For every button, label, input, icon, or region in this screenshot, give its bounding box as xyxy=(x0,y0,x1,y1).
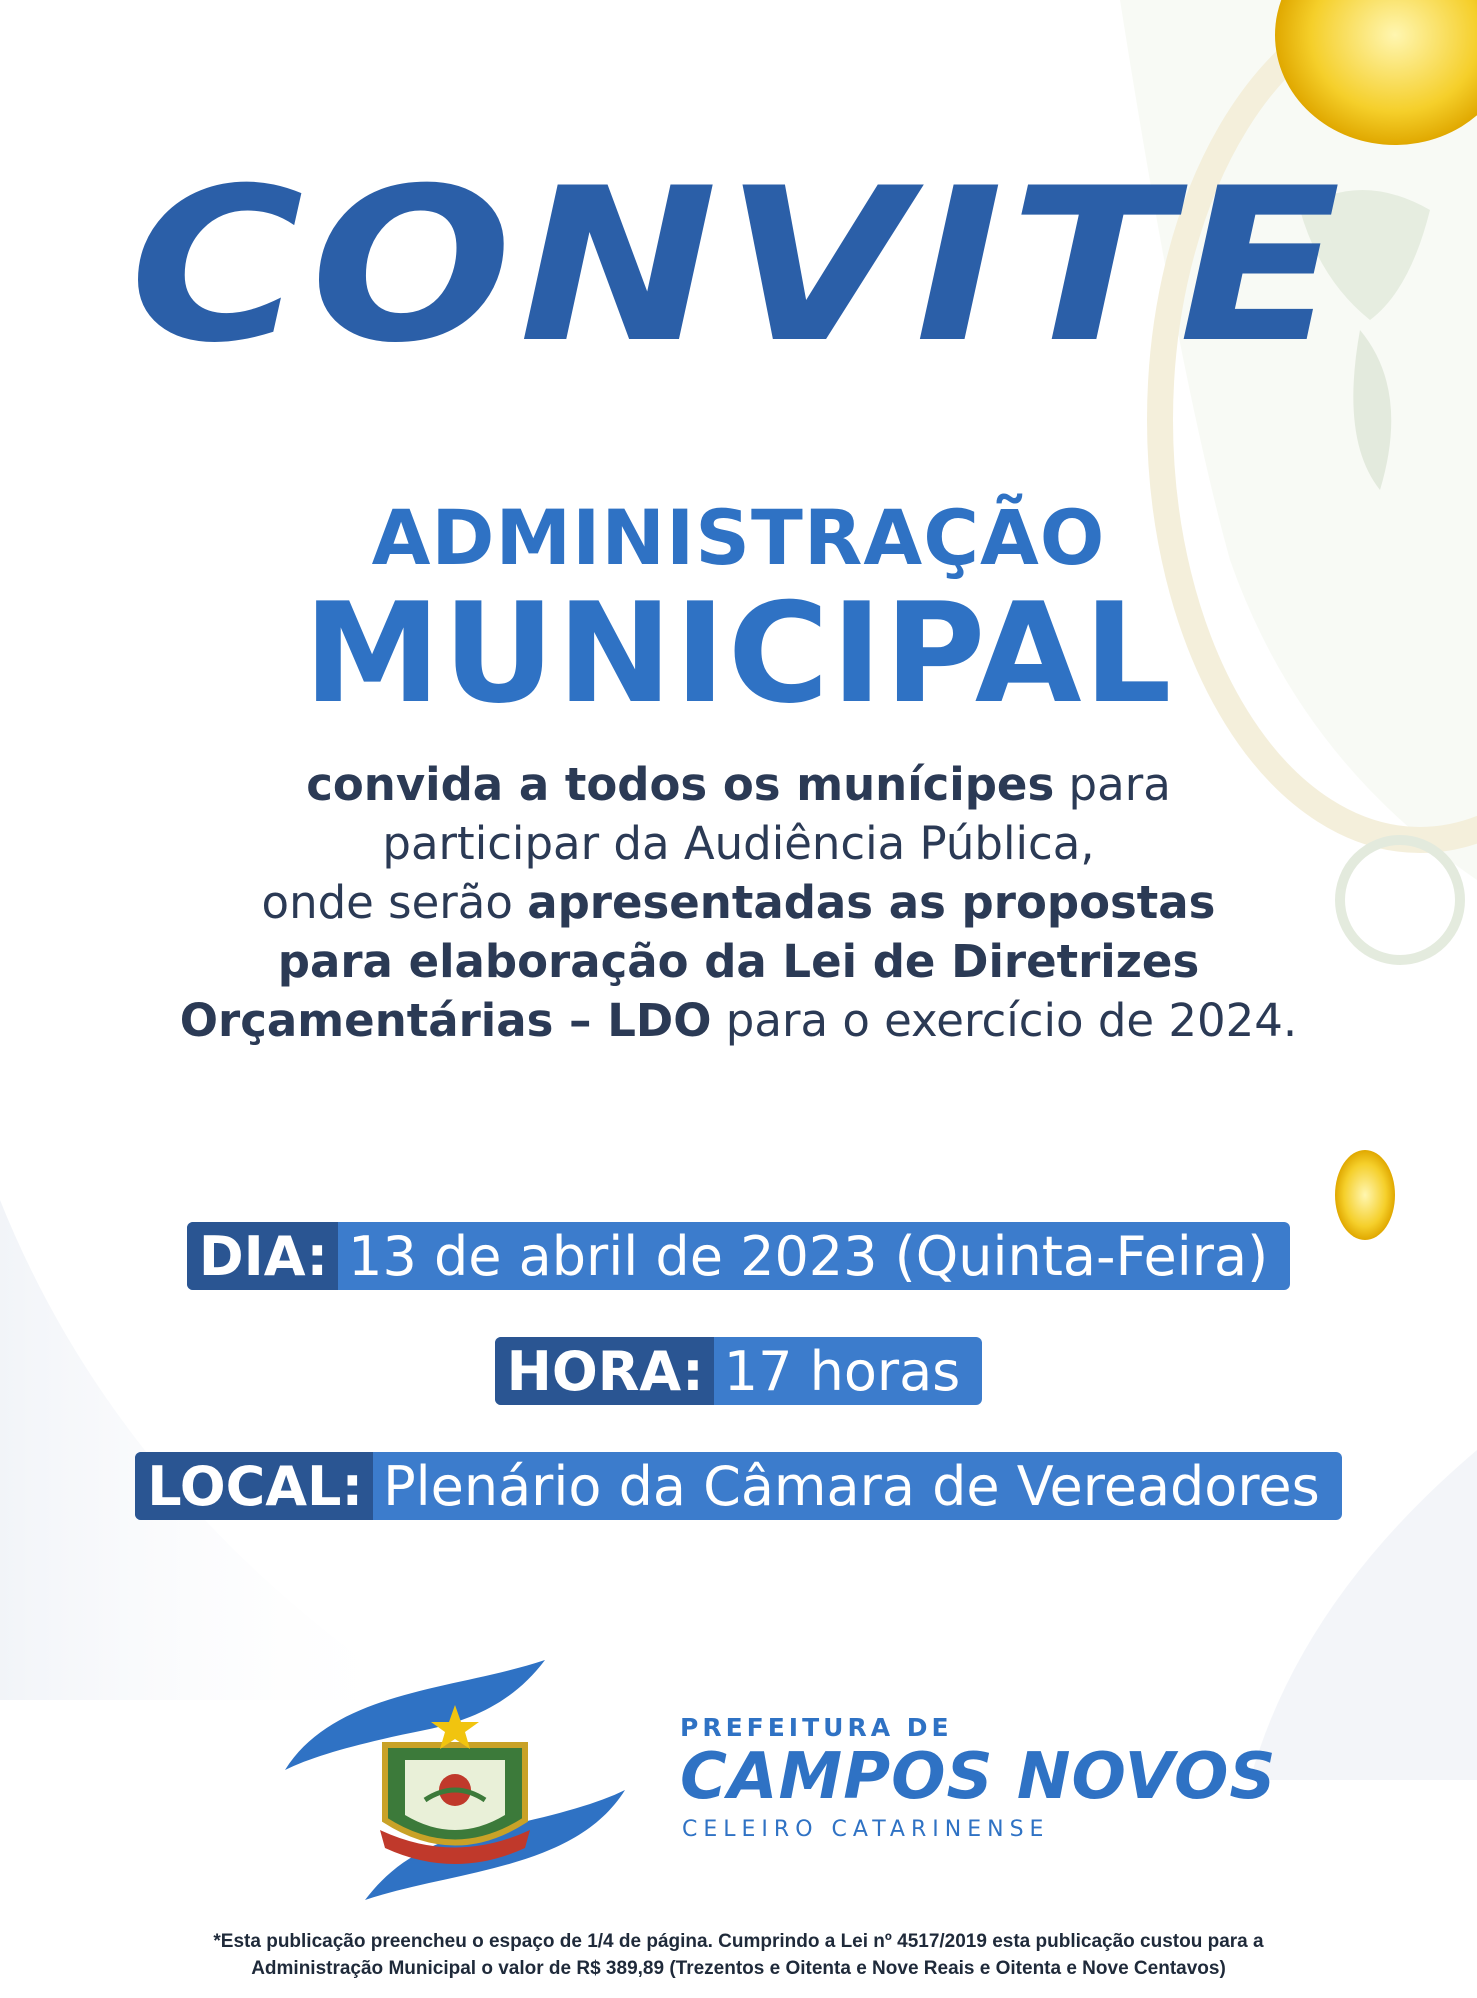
footnote-line-1: *Esta publicação preencheu o espaço de 1/4 de página. Cumprindo a Lei nº 4517/2019 esta publicação custou para a xyxy=(213,1931,1264,1952)
date-row xyxy=(0,1222,1477,1290)
invitation-l5-rest: para o exercício de 2024. xyxy=(711,994,1298,1047)
date-value: 13 de abril de 2023 (Quinta-Feira) xyxy=(348,1224,1269,1288)
footnote-line-2: Administração Municipal o valor de R$ 389,89 (Trezentos e Oitenta e Nove Reais e Oitenta e Nove Centavos) xyxy=(251,1958,1226,1979)
time-label: HORA: xyxy=(495,1337,714,1405)
date-badge xyxy=(187,1222,1290,1290)
invitation-line-2: participar da Audiência Pública, xyxy=(382,817,1095,870)
location-value: Plenário da Câmara de Vereadores xyxy=(383,1454,1320,1518)
date-label: DIA: xyxy=(187,1222,338,1290)
time-value: 17 horas xyxy=(723,1339,961,1403)
invitation-line-1 xyxy=(0,755,1477,814)
publication-footnote xyxy=(0,1928,1477,1982)
invitation-l4-bold: para elaboração da Lei de Diretrizes xyxy=(277,935,1200,988)
invitation-line-3 xyxy=(0,873,1477,932)
location-label: LOCAL: xyxy=(135,1452,373,1520)
prefeitura-name: CAMPOS NOVOS xyxy=(680,1740,1277,1814)
organization-line2: MUNICIPAL xyxy=(303,573,1174,734)
invitation-line-4 xyxy=(0,932,1477,991)
invitation-l1-bold: convida a todos os munícipes xyxy=(306,758,1055,811)
location-badge xyxy=(135,1452,1341,1520)
location-row xyxy=(0,1452,1477,1520)
time-row xyxy=(0,1337,1477,1405)
time-badge xyxy=(495,1337,983,1405)
page-title: CONVITE xyxy=(129,142,1348,389)
invitation-l3-plain: onde serão xyxy=(261,876,528,929)
invitation-l3-bold: apresentadas as propostas xyxy=(527,876,1216,929)
organization-line1: ADMINISTRAÇÃO xyxy=(371,493,1106,582)
city-coat-of-arms-logo xyxy=(275,1650,635,1910)
invitation-l1-rest: para xyxy=(1054,758,1171,811)
prefeitura-tagline: CELEIRO CATARINENSE xyxy=(682,1817,1050,1842)
invitation-text xyxy=(0,755,1477,1050)
invitation-line-5 xyxy=(0,991,1477,1050)
prefeitura-label: PREFEITURA DE xyxy=(680,1713,953,1742)
invitation-l5-bold: Orçamentárias – LDO xyxy=(179,994,712,1047)
